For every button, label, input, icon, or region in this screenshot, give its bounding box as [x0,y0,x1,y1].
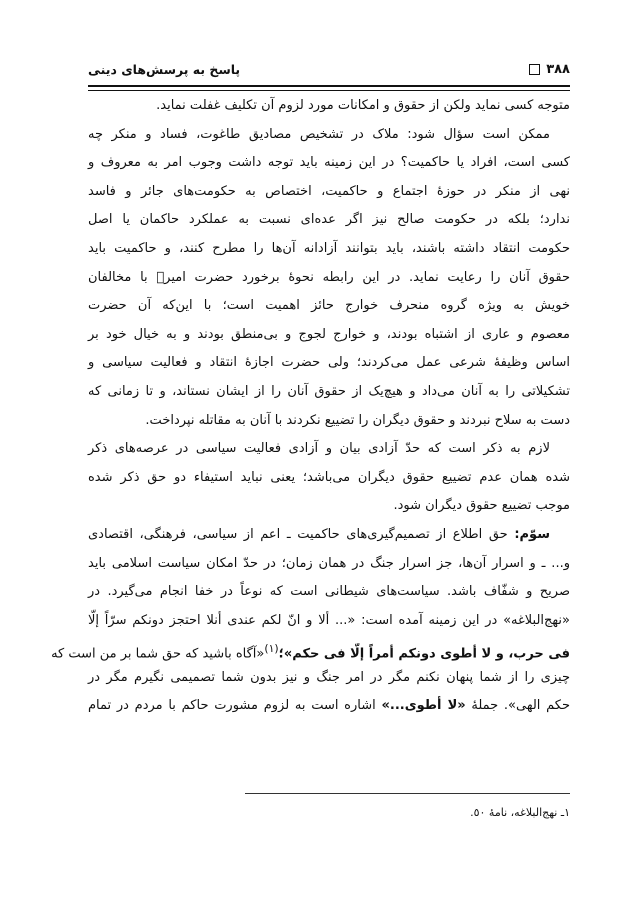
text-line: خویش به ویژه گروه منحرف خوارج حائز اهمیت است؛ با این‌که آن حضرت [88,298,570,314]
text-line: نهی از منکر در حوزهٔ اجتماع و حاکمیت، اختصاص به حکومت‌های جائر و فاسد [88,183,570,199]
page-header [88,62,570,82]
square-bullet-icon [529,64,540,75]
running-title: پاسخ به پرسش‌های دینی [88,62,241,77]
text-span: اشاره است به لزوم مشورت حاکم با مردم در تمام [88,698,376,714]
text-line: موجب تضییع حقوق دیگران شود. [393,498,570,514]
page-number-block [529,62,570,77]
text-line: ندارد؛ بلکه در حکومت صالح نیز اگر عده‌ای نسبت به عملکرد حاکمان یا اصل [88,212,570,228]
text-line [88,692,570,721]
footnote-ref: (١) [264,642,279,656]
text-line: تشکیلاتی را به آنان می‌داد و هیچ‌یک از حقوق آنان را از ایشان نستاند، و تا زمانی که [88,383,570,399]
text-line: دست به سلاح نبردند و حقوق دیگران را تضییع نکردند با آنان به مقاتله نپرداخت. [145,412,570,428]
text-line: شده همان عدم تضییع حقوق دیگران می‌باشد؛ یعنی نباید استیفاء دو حق ذکر شده [88,469,570,485]
text-line: صریح و شفّاف باشد. سیاست‌های شیطانی است که نوعاً در خفا انجام می‌گیرد. در [88,584,570,600]
text-line: کسی است، افراد یا حاکمیت؟ در این زمینه باید توجه داشت وجوب امر به معروف و [88,155,570,171]
text-line [51,635,570,664]
text-span: «آگاه باشید که حق شما بر من است که [51,646,265,662]
text-span: حق اطلاع از تصمیم‌گیری‌های حاکمیت ـ اعم از سیاسی، فرهنگی، اقتصادی [88,526,508,542]
section-label: سوّم: [514,526,550,542]
text-line: حکومت انتقاد داشته باشند، باید بتوانند آزادانه آن‌ها را مطرح کنند، و حاکمیت باید [88,240,570,256]
body-text [51,92,570,721]
arabic-quote: فی حرب، و لا أطوی دونکم أمراً إلّا فی حکم»؛ [278,646,570,662]
footnote-rule [245,793,570,794]
text-line: ممکن است سؤال شود: ملاک در تشخیص مصادیق طاغوت، فساد و منکر چه [88,126,550,142]
arabic-quote-short: «لا أطوی...» [381,698,466,714]
text-line: حقوق آنان را رعایت نماید. در این رابطه نحوهٔ برخورد حضرت امیرؐ با مخالفان [88,269,570,285]
text-line: اساس وظیفهٔ شرعی عمل می‌کردند؛ ولی حضرت اجازهٔ انتقاد و فعالیت سیاسی و [88,355,570,371]
text-line: چیزی را از شما پنهان نکنم مگر در امر جنگ و نیز بدون شما تصمیمی نگیرم مگر در [88,669,570,685]
text-span: حکم الهی». جملهٔ [465,698,570,714]
header-rule-thin [88,90,570,91]
text-line: «نهج‌البلاغه» در این زمینه آمده است: «... ألا و انّ لکم عندی أنلا احتجز دونکم سرّاً إلّا [88,612,570,628]
page-number: ٣٨٨ [546,62,570,77]
footnote: ١ـ نهج‌البلاغه، نامهٔ ٥٠. [470,806,570,819]
text-line: متوجه کسی نماید ولکن از حقوق و امکانات مورد لزوم آن تکلیف غفلت نماید. [156,98,570,113]
header-rule [88,85,570,87]
text-line: لازم به ذکر است که حدّ آزادی بیان و آزادی فعالیت سیاسی در عرصه‌های ذکر [88,441,550,457]
text-line: و... ـ و اسرار آن‌ها، جز اسرار جنگ در همان زمان؛ در حدّ امکان سیاست اسلامی باید [88,555,570,571]
text-line [88,521,570,550]
text-line: معصوم و عاری از اشتباه بودند، و خوارج لجوج و بی‌منطق بودند و به خیال خود بر [88,326,570,342]
